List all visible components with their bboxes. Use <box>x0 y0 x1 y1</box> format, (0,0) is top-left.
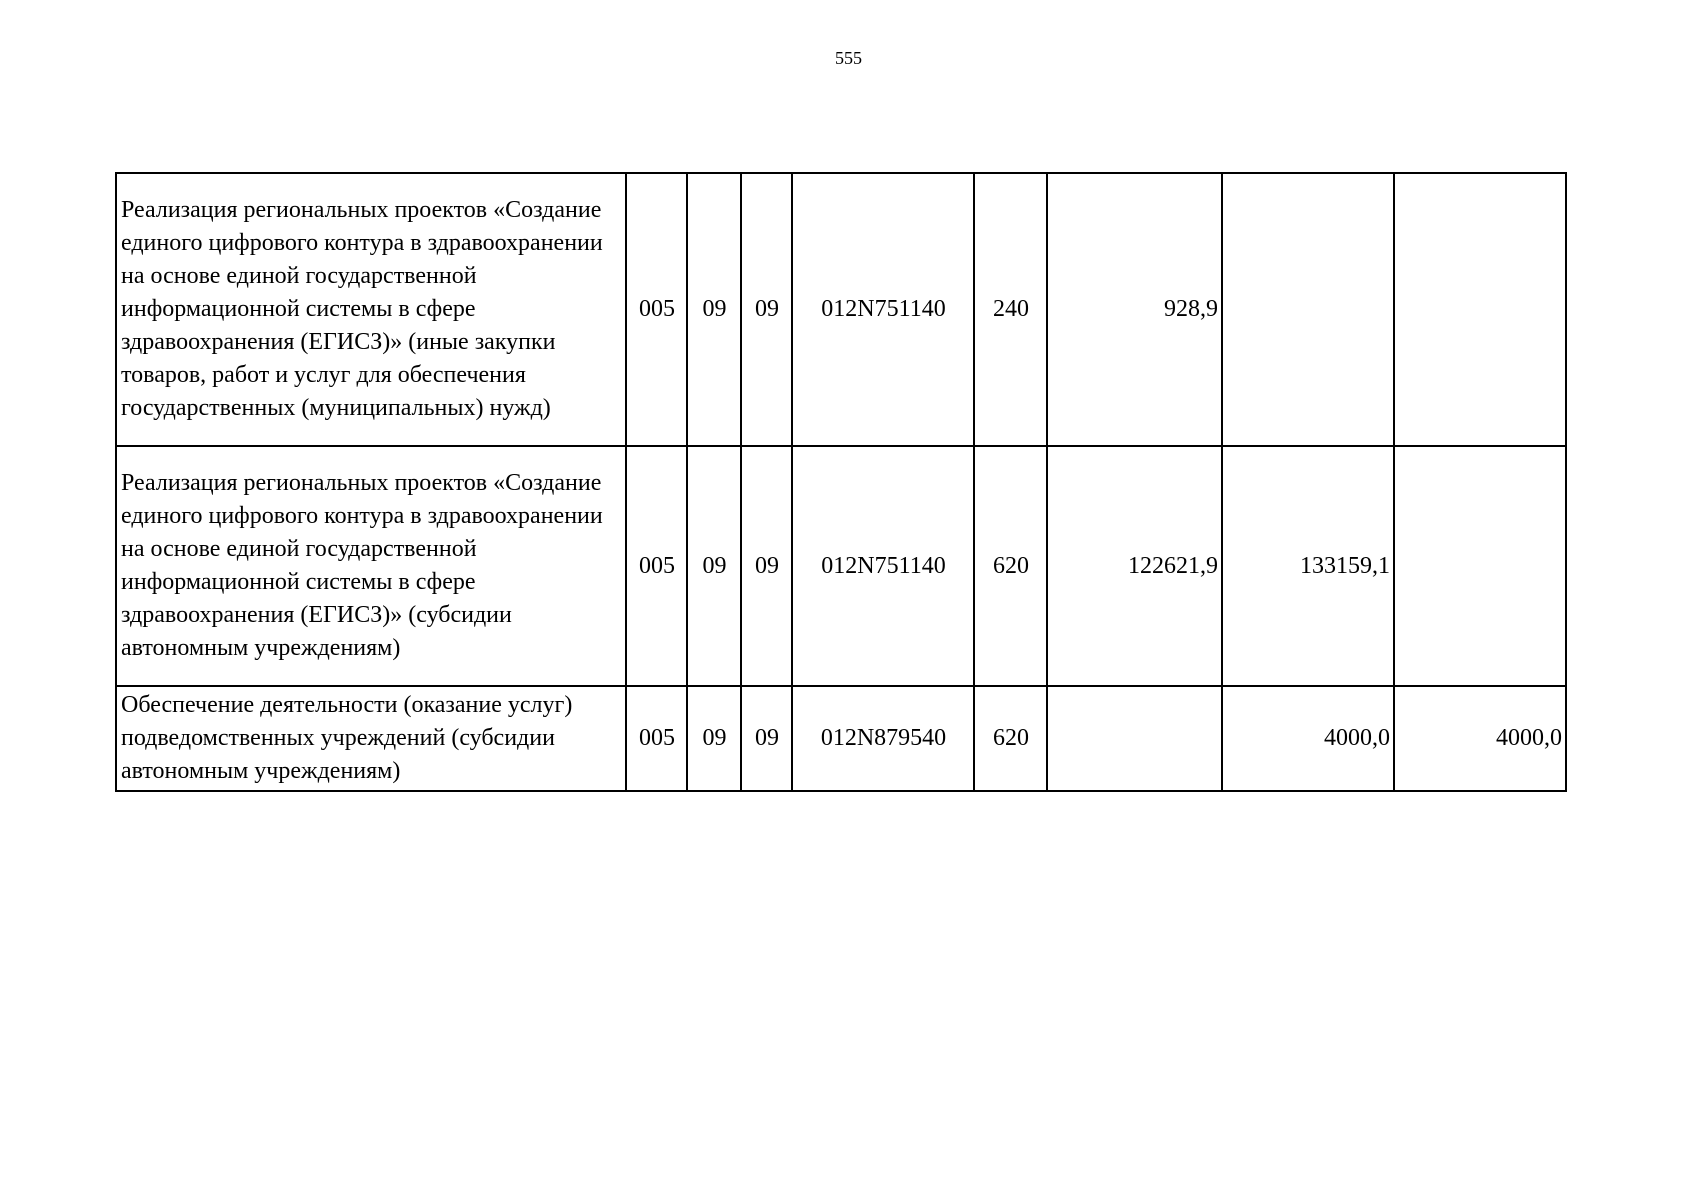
ministry-code: 005 <box>626 173 687 446</box>
expense-type-code: 620 <box>974 446 1047 686</box>
amount-year-3 <box>1394 173 1566 446</box>
subsection-code: 09 <box>741 446 792 686</box>
section-code: 09 <box>687 446 741 686</box>
expense-type-code: 240 <box>974 173 1047 446</box>
amount-year-3: 4000,0 <box>1394 686 1566 791</box>
amount-year-1: 122621,9 <box>1047 446 1222 686</box>
table-row <box>116 446 1566 686</box>
ministry-code: 005 <box>626 686 687 791</box>
table-row <box>116 686 1566 791</box>
amount-year-2: 4000,0 <box>1222 686 1394 791</box>
target-article-code: 012N751140 <box>792 446 974 686</box>
row-description: Обеспечение деятельности (оказание услуг) подведомственных учреждений (субсидии автономным учреждениям) <box>116 686 626 791</box>
subsection-code: 09 <box>741 686 792 791</box>
target-article-code: 012N751140 <box>792 173 974 446</box>
page-number: 555 <box>835 48 862 68</box>
section-code: 09 <box>687 686 741 791</box>
amount-year-1: 928,9 <box>1047 173 1222 446</box>
amount-year-2: 133159,1 <box>1222 446 1394 686</box>
budget-table <box>115 172 1567 792</box>
row-description: Реализация региональных проектов «Создание единого цифрового контура в здравоохранении на основе единой государственной информационной системы в сфере здравоохранения (ЕГИСЗ)» (субсидии автономным учреждениям) <box>116 446 626 686</box>
subsection-code: 09 <box>741 173 792 446</box>
amount-year-1 <box>1047 686 1222 791</box>
ministry-code: 005 <box>626 446 687 686</box>
table-row <box>116 173 1566 446</box>
expense-type-code: 620 <box>974 686 1047 791</box>
row-description: Реализация региональных проектов «Создание единого цифрового контура в здравоохранении на основе единой государственной информационной системы в сфере здравоохранения (ЕГИСЗ)» (иные закупки товаров, работ и услуг для обеспечения государственных (муниципальных) нужд) <box>116 173 626 446</box>
amount-year-2 <box>1222 173 1394 446</box>
target-article-code: 012N879540 <box>792 686 974 791</box>
section-code: 09 <box>687 173 741 446</box>
amount-year-3 <box>1394 446 1566 686</box>
